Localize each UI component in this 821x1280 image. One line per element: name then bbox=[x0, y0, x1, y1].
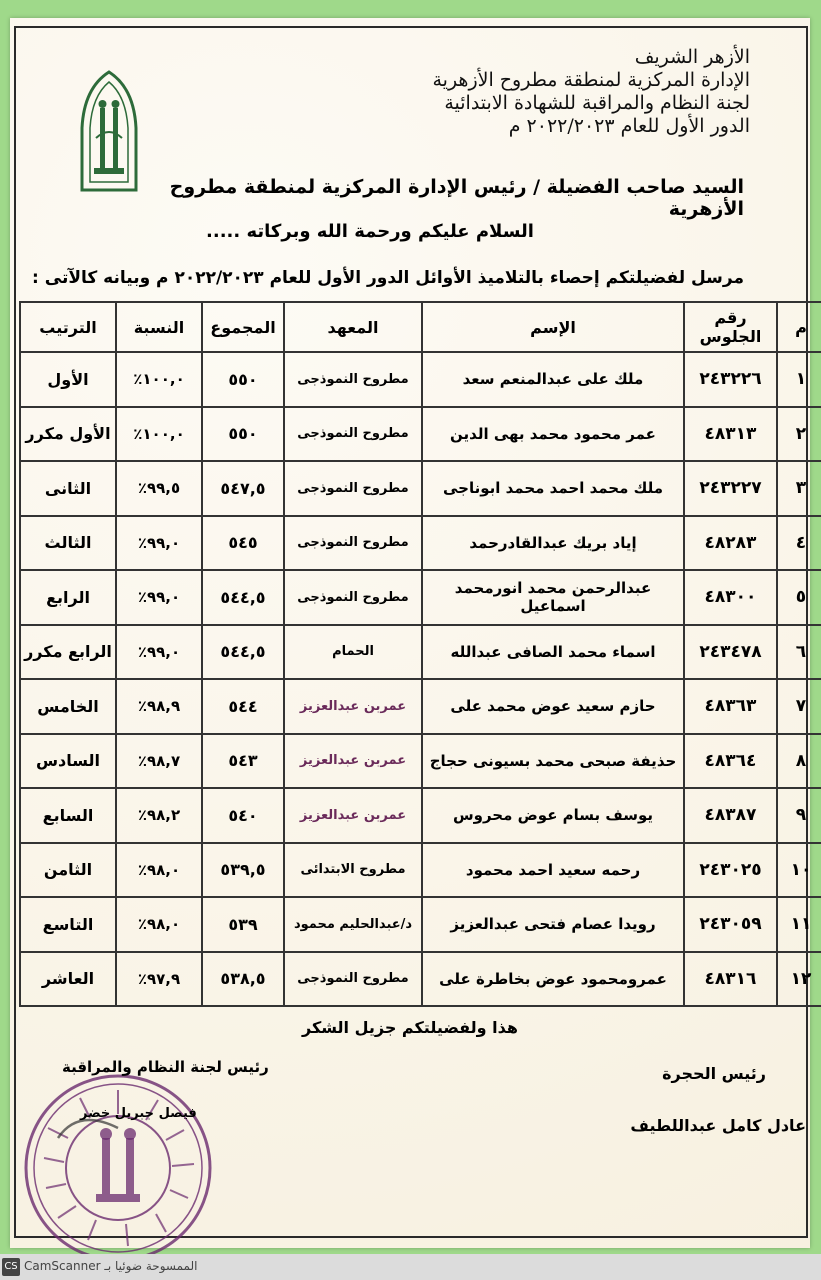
signature-left-title: رئيس لجنة النظام والمراقبة bbox=[62, 1058, 269, 1076]
signature-left-name: فيصل جبريل خضر bbox=[80, 1106, 197, 1121]
rank-cell: العاشر bbox=[20, 952, 116, 1007]
rank-cell: الأول مكرر bbox=[20, 407, 116, 462]
row-index-cell: ١٠ bbox=[777, 843, 821, 898]
student-name-cell: حذيفة صبحى محمد بسيونى حجاج bbox=[422, 734, 684, 789]
row-index-cell: ٩ bbox=[777, 788, 821, 843]
rank-cell: الرابع مكرر bbox=[20, 625, 116, 680]
student-name-cell: رحمه سعيد احمد محمود bbox=[422, 843, 684, 898]
table-row bbox=[20, 734, 821, 789]
student-name-cell: رويدا عصام فتحى عبدالعزيز bbox=[422, 897, 684, 952]
table-row bbox=[20, 570, 821, 625]
seat-number-cell: ٤٨٣٦٣ bbox=[684, 679, 777, 734]
seat-number-cell: ٢٤٣٢٢٦ bbox=[684, 352, 777, 407]
institute-cell: الحمام bbox=[284, 625, 422, 680]
row-index-cell: ٣ bbox=[777, 461, 821, 516]
institute-cell: مطروح النموذجى bbox=[284, 407, 422, 462]
seat-number-cell: ٢٤٣٠٢٥ bbox=[684, 843, 777, 898]
institute-cell: مطروح النموذجى bbox=[284, 952, 422, 1007]
intro-text: مرسل لفضيلتكم إحصاء بالتلاميذ الأوائل الدور الأول للعام ٢٠٢٢/٢٠٢٣ م وبيانه كالآتى : bbox=[32, 268, 744, 288]
table-row bbox=[20, 679, 821, 734]
institute-cell: د/عبدالحليم محمود bbox=[284, 897, 422, 952]
student-name-cell: عمرومحمود عوض بخاطرة على bbox=[422, 952, 684, 1007]
table-row bbox=[20, 461, 821, 516]
rank-cell: الرابع bbox=[20, 570, 116, 625]
rank-cell: السادس bbox=[20, 734, 116, 789]
row-index-cell: ٦ bbox=[777, 625, 821, 680]
header-total: المجموع bbox=[202, 302, 284, 352]
table-row bbox=[20, 843, 821, 898]
signature-right-title: رئيس الحجرة bbox=[662, 1064, 766, 1083]
header-rank: الترتيب bbox=[20, 302, 116, 352]
row-index-cell: ٥ bbox=[777, 570, 821, 625]
table-row bbox=[20, 952, 821, 1007]
table-row bbox=[20, 352, 821, 407]
camscanner-icon: CS bbox=[2, 1258, 20, 1276]
institute-cell: مطروح النموذجى bbox=[284, 516, 422, 571]
table-row bbox=[20, 897, 821, 952]
rank-cell: السابع bbox=[20, 788, 116, 843]
institute-cell: عمربن عبدالعزيز bbox=[284, 734, 422, 789]
percentage-cell: ٩٩,٠٪ bbox=[116, 516, 202, 571]
student-name-cell: إياد بريك عبدالقادرحمد bbox=[422, 516, 684, 571]
percentage-cell: ٩٩,٠٪ bbox=[116, 570, 202, 625]
seat-number-cell: ٤٨٣٦٤ bbox=[684, 734, 777, 789]
row-index-cell: ١١ bbox=[777, 897, 821, 952]
header-line-2: الإدارة المركزية لمنطقة مطروح الأزهرية bbox=[432, 69, 750, 91]
total-score-cell: ٥٤٤ bbox=[202, 679, 284, 734]
top-students-table bbox=[19, 301, 821, 1007]
institute-cell: مطروح الابتدائى bbox=[284, 843, 422, 898]
table-row bbox=[20, 407, 821, 462]
closing-text: هذا ولفضيلتكم جزيل الشكر bbox=[301, 1018, 518, 1037]
header-line-1: الأزهر الشريف bbox=[634, 46, 750, 68]
percentage-cell: ٩٨,٩٪ bbox=[116, 679, 202, 734]
row-index-cell: ١٢ bbox=[777, 952, 821, 1007]
table-header-row bbox=[20, 302, 821, 352]
total-score-cell: ٥٥٠ bbox=[202, 407, 284, 462]
rank-cell: الثامن bbox=[20, 843, 116, 898]
student-name-cell: يوسف بسام عوض محروس bbox=[422, 788, 684, 843]
institute-cell: عمربن عبدالعزيز bbox=[284, 679, 422, 734]
row-index-cell: ١ bbox=[777, 352, 821, 407]
greeting: السلام عليكم ورحمة الله وبركاته ..... bbox=[206, 221, 534, 242]
percentage-cell: ٩٨,٧٪ bbox=[116, 734, 202, 789]
seat-number-cell: ٢٤٣٤٧٨ bbox=[684, 625, 777, 680]
percentage-cell: ٩٧,٩٪ bbox=[116, 952, 202, 1007]
header-percentage: النسبة bbox=[116, 302, 202, 352]
student-name-cell: ملك محمد احمد محمد ابوناجى bbox=[422, 461, 684, 516]
institute-cell: عمربن عبدالعزيز bbox=[284, 788, 422, 843]
total-score-cell: ٥٤٣ bbox=[202, 734, 284, 789]
institute-cell: مطروح النموذجى bbox=[284, 352, 422, 407]
scanner-footer bbox=[0, 1254, 821, 1280]
total-score-cell: ٥٣٨,٥ bbox=[202, 952, 284, 1007]
rank-cell: الثالث bbox=[20, 516, 116, 571]
total-score-cell: ٥٣٩,٥ bbox=[202, 843, 284, 898]
header-institute: المعهد bbox=[284, 302, 422, 352]
percentage-cell: ٩٩,٠٪ bbox=[116, 625, 202, 680]
seat-number-cell: ٤٨٢٨٣ bbox=[684, 516, 777, 571]
percentage-cell: ١٠٠,٠٪ bbox=[116, 407, 202, 462]
table-row bbox=[20, 788, 821, 843]
rank-cell: الأول bbox=[20, 352, 116, 407]
row-index-cell: ٨ bbox=[777, 734, 821, 789]
header-seat-number: رقم الجلوس bbox=[684, 302, 777, 352]
row-index-cell: ٢ bbox=[777, 407, 821, 462]
azhar-logo-icon bbox=[74, 68, 144, 196]
percentage-cell: ٩٨,٠٪ bbox=[116, 897, 202, 952]
table-row bbox=[20, 625, 821, 680]
percentage-cell: ٩٩,٥٪ bbox=[116, 461, 202, 516]
total-score-cell: ٥٤٥ bbox=[202, 516, 284, 571]
institute-cell: مطروح النموذجى bbox=[284, 570, 422, 625]
seat-number-cell: ٢٤٣٢٢٧ bbox=[684, 461, 777, 516]
student-name-cell: عبدالرحمن محمد انورمحمد اسماعيل bbox=[422, 570, 684, 625]
student-name-cell: عمر محمود محمد بهى الدين bbox=[422, 407, 684, 462]
seat-number-cell: ٢٤٣٠٥٩ bbox=[684, 897, 777, 952]
scanner-watermark-text: الممسوحة ضوئيا بـ CamScanner bbox=[24, 1259, 198, 1273]
signature-right-name: عادل كامل عبداللطيف bbox=[630, 1116, 806, 1135]
rank-cell: الثانى bbox=[20, 461, 116, 516]
header-line-3: لجنة النظام والمراقبة للشهادة الابتدائية bbox=[444, 92, 750, 114]
total-score-cell: ٥٤٠ bbox=[202, 788, 284, 843]
row-index-cell: ٤ bbox=[777, 516, 821, 571]
rank-cell: الخامس bbox=[20, 679, 116, 734]
letterhead bbox=[250, 46, 750, 138]
header-line-4: الدور الأول للعام ٢٠٢٢/٢٠٢٣ م bbox=[508, 115, 750, 137]
rank-cell: التاسع bbox=[20, 897, 116, 952]
total-score-cell: ٥٥٠ bbox=[202, 352, 284, 407]
seat-number-cell: ٤٨٣١٣ bbox=[684, 407, 777, 462]
total-score-cell: ٥٤٤,٥ bbox=[202, 570, 284, 625]
student-name-cell: اسماء محمد الصافى عبدالله bbox=[422, 625, 684, 680]
table-row bbox=[20, 516, 821, 571]
institute-cell: مطروح النموذجى bbox=[284, 461, 422, 516]
salutation: السيد صاحب الفضيلة / رئيس الإدارة المركزية لمنطقة مطروح الأزهرية bbox=[169, 176, 744, 220]
student-name-cell: ملك على عبدالمنعم سعد bbox=[422, 352, 684, 407]
seat-number-cell: ٤٨٣٠٠ bbox=[684, 570, 777, 625]
total-score-cell: ٥٤٤,٥ bbox=[202, 625, 284, 680]
document-page bbox=[10, 18, 810, 1248]
total-score-cell: ٥٣٩ bbox=[202, 897, 284, 952]
header-index: م bbox=[777, 302, 821, 352]
seat-number-cell: ٤٨٣٨٧ bbox=[684, 788, 777, 843]
total-score-cell: ٥٤٧,٥ bbox=[202, 461, 284, 516]
seat-number-cell: ٤٨٣١٦ bbox=[684, 952, 777, 1007]
student-name-cell: حازم سعيد عوض محمد على bbox=[422, 679, 684, 734]
official-stamp-icon bbox=[18, 1068, 218, 1268]
row-index-cell: ٧ bbox=[777, 679, 821, 734]
percentage-cell: ٩٨,٠٪ bbox=[116, 843, 202, 898]
header-name: الإسم bbox=[422, 302, 684, 352]
percentage-cell: ١٠٠,٠٪ bbox=[116, 352, 202, 407]
percentage-cell: ٩٨,٢٪ bbox=[116, 788, 202, 843]
